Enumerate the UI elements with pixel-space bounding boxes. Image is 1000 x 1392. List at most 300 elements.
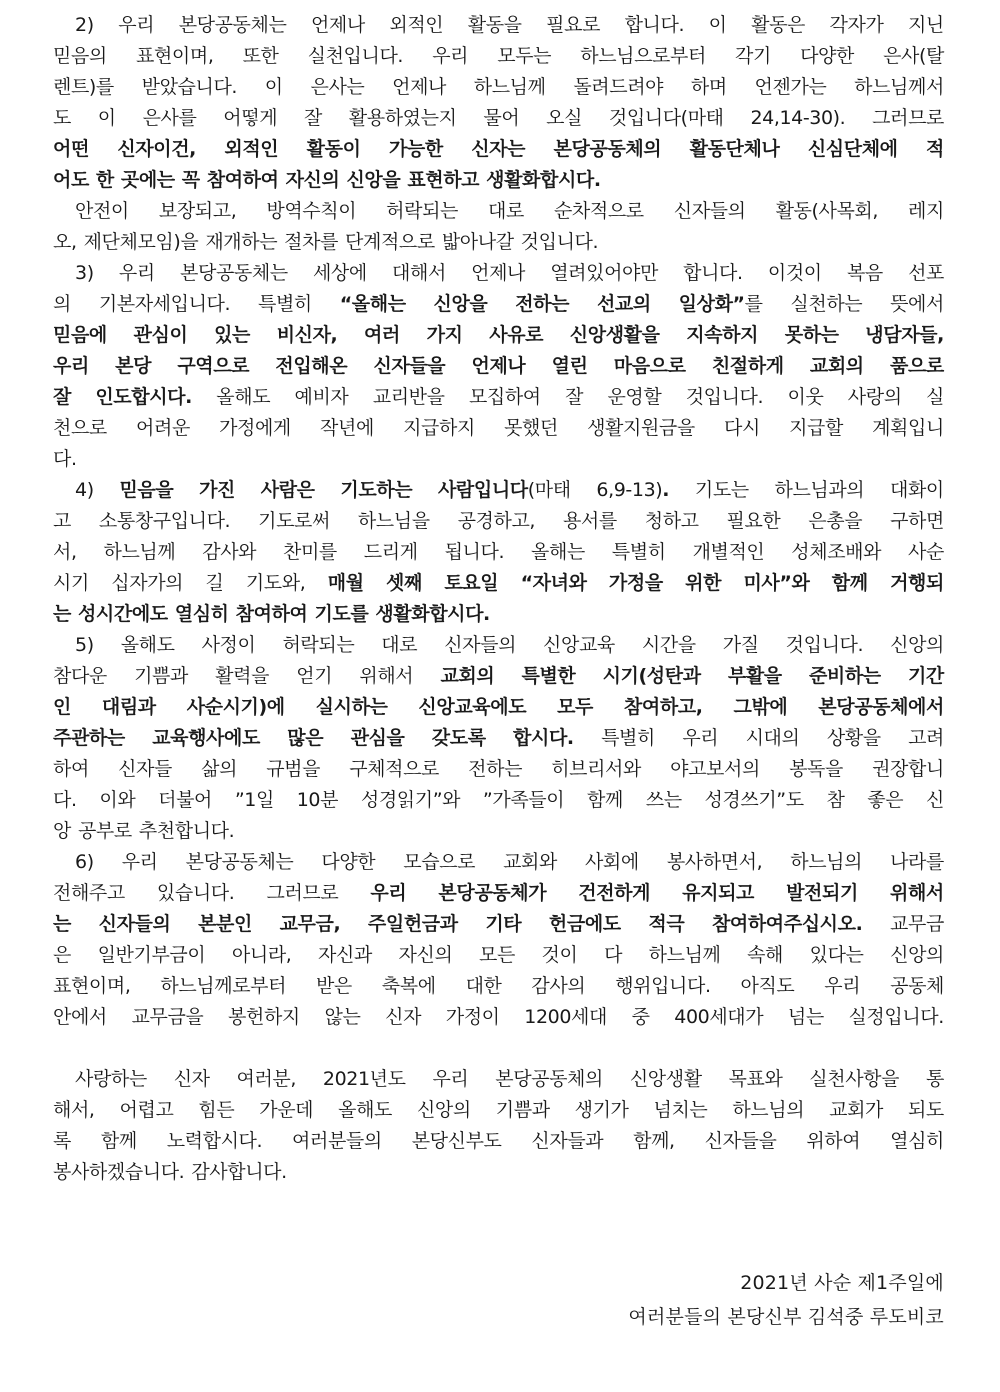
word	[427, 320, 463, 351]
word	[373, 382, 445, 413]
word	[926, 1064, 944, 1095]
text: 다양한	[321, 851, 376, 873]
word	[531, 537, 585, 568]
text: ”가족들이	[482, 789, 565, 811]
word	[585, 847, 639, 878]
word	[235, 785, 274, 816]
word	[670, 754, 760, 785]
text: 사랑의	[847, 386, 902, 408]
text: 기도는	[694, 479, 749, 501]
word	[832, 568, 868, 599]
text: 용서를	[562, 510, 617, 532]
text: 십자가의	[111, 572, 184, 594]
text: 위해서	[359, 665, 414, 687]
bold-text: 잘	[53, 386, 71, 408]
text: 각기	[735, 45, 771, 67]
word	[471, 258, 525, 289]
bold-text: 함께	[831, 572, 868, 594]
paragraph-closing	[53, 1064, 944, 1188]
text-line	[53, 196, 944, 227]
word	[237, 1064, 297, 1095]
text-line	[53, 816, 944, 847]
word	[266, 754, 320, 785]
word	[746, 723, 800, 754]
word	[791, 537, 881, 568]
text: 실천입니다.	[307, 45, 404, 67]
word	[729, 1064, 783, 1095]
word	[442, 227, 514, 258]
word	[158, 785, 212, 816]
word	[733, 692, 787, 723]
bold-text: 사순시기)에	[186, 696, 285, 718]
word	[551, 754, 641, 785]
word	[786, 630, 863, 661]
text: 어떻게	[223, 107, 278, 129]
word	[854, 72, 944, 103]
text: 순차적으로	[553, 200, 644, 222]
word	[603, 661, 701, 692]
bold-text: 신앙교육에도	[418, 696, 527, 718]
text: 이	[708, 14, 727, 36]
text: 특별히	[611, 541, 666, 563]
word	[316, 971, 352, 1002]
text: 받은	[315, 975, 352, 997]
text-line	[53, 351, 944, 382]
text: 록	[53, 1130, 71, 1152]
word	[119, 475, 173, 506]
text: 성체조배와	[791, 541, 882, 563]
word	[284, 227, 338, 258]
text: 우리	[682, 727, 719, 749]
word	[432, 723, 486, 754]
word	[297, 785, 338, 816]
text-line	[53, 103, 944, 134]
bold-text: 본당공동체에서	[818, 696, 944, 718]
text: 구체적으로	[349, 758, 439, 780]
bold-text: 발전되기	[786, 882, 858, 904]
text: 신자	[385, 1006, 422, 1028]
text: 중	[631, 1006, 650, 1028]
word	[693, 537, 765, 568]
text-line	[53, 723, 944, 754]
word	[318, 940, 372, 971]
text: 모두는	[497, 45, 552, 67]
bold-text: 비신자,	[276, 324, 338, 346]
word	[53, 320, 107, 351]
text: 활동(사목회,	[775, 200, 879, 222]
word	[187, 692, 285, 723]
word	[575, 1095, 629, 1126]
text: 신자들	[118, 758, 172, 780]
word	[214, 320, 250, 351]
word	[280, 909, 341, 940]
text: 하느님께로부터	[160, 975, 287, 997]
word	[682, 878, 754, 909]
text: 어렵고	[119, 1099, 174, 1121]
word	[550, 258, 658, 289]
text: 됩니다.	[444, 541, 505, 563]
text-line	[53, 785, 944, 816]
bold-text: 어떤	[53, 138, 89, 160]
word	[53, 444, 77, 475]
bold-text: 생활화합시다.	[486, 169, 601, 191]
word	[118, 10, 154, 41]
word	[587, 785, 623, 816]
bold-text: 자신의	[285, 169, 340, 191]
word	[392, 72, 446, 103]
word	[683, 258, 743, 289]
text: 고려	[908, 727, 944, 749]
text: 감사와	[202, 541, 257, 563]
word	[554, 134, 662, 165]
word	[389, 10, 443, 41]
text: 본당공동체는	[178, 14, 287, 36]
word	[277, 320, 338, 351]
text: 신앙생활	[629, 1068, 702, 1090]
bold-text: 사람입니다	[437, 479, 528, 501]
bold-text: 갖도록	[431, 727, 486, 749]
text: 우리	[118, 262, 155, 284]
word	[287, 723, 323, 754]
word	[392, 258, 446, 289]
word	[321, 847, 375, 878]
word	[191, 1157, 286, 1188]
word	[134, 661, 188, 692]
word	[908, 10, 944, 41]
word	[320, 413, 374, 444]
bold-text: 헌금에도	[548, 913, 621, 935]
text: 소통창구입니다.	[98, 510, 231, 532]
text: 기도와,	[245, 572, 306, 594]
bold-text: “자녀와	[520, 572, 587, 594]
word	[296, 661, 332, 692]
bold-text: 신앙을	[346, 169, 401, 191]
word	[596, 475, 669, 506]
text: 공부로	[77, 820, 132, 842]
text: 이웃	[787, 386, 824, 408]
word	[53, 971, 130, 1002]
text: 우리	[432, 1068, 469, 1090]
paragraph-item-2	[53, 10, 944, 196]
paragraph-gap	[53, 1033, 944, 1064]
word	[890, 630, 944, 661]
word	[768, 258, 822, 289]
bold-text: 냉담자들,	[865, 324, 944, 346]
text-line	[53, 754, 944, 785]
text: 사랑하는	[75, 1068, 147, 1090]
bold-text: 위한	[685, 572, 722, 594]
bold-text: 그밖에	[733, 696, 788, 718]
bold-text: 구역으로	[177, 355, 250, 377]
text: 활동은	[751, 14, 805, 36]
text: 언젠가는	[754, 76, 827, 98]
text: 함께	[587, 789, 623, 811]
word	[186, 847, 294, 878]
text: 기본자세입니다.	[98, 293, 231, 315]
text: 쓰는	[645, 789, 682, 811]
word	[824, 971, 860, 1002]
word	[890, 475, 944, 506]
text: 활용하였는지	[348, 107, 457, 129]
word	[434, 289, 488, 320]
word	[418, 692, 526, 723]
text: 이것이	[767, 262, 822, 284]
text-line	[53, 878, 944, 909]
word	[774, 475, 864, 506]
text: 신자들과	[531, 1130, 604, 1152]
word	[727, 506, 781, 537]
text: 안전이	[75, 200, 129, 222]
bold-text: 는	[53, 603, 71, 625]
word	[308, 41, 403, 72]
text: 좋은	[867, 789, 904, 811]
word	[472, 351, 526, 382]
word	[440, 661, 494, 692]
word	[351, 723, 405, 754]
text: 못했던	[504, 417, 558, 439]
text: 이와	[99, 789, 136, 811]
word	[340, 475, 412, 506]
word	[485, 909, 521, 940]
word	[386, 568, 422, 599]
text: 모습으로	[403, 851, 476, 873]
word	[258, 506, 330, 537]
word	[524, 1002, 607, 1033]
text: 봉사하면서,	[666, 851, 763, 873]
word	[488, 196, 524, 227]
word	[504, 413, 558, 444]
word	[53, 723, 125, 754]
text: 은사(탈	[883, 45, 944, 67]
text: 지급할	[789, 417, 843, 439]
word	[53, 661, 107, 692]
bold-text: 모두	[557, 696, 593, 718]
text: 천으로	[53, 417, 107, 439]
text-line	[53, 1002, 944, 1033]
text: 가정이	[445, 1006, 500, 1028]
word	[908, 661, 944, 692]
word	[786, 878, 858, 909]
text: 기쁨과	[134, 665, 188, 687]
word	[78, 816, 132, 847]
word	[78, 599, 168, 630]
text: 운영할	[607, 386, 662, 408]
word	[788, 382, 824, 413]
word	[53, 351, 89, 382]
word	[587, 413, 695, 444]
text: 하느님과의	[774, 479, 865, 501]
word	[228, 1002, 300, 1033]
text: 보장되고,	[158, 200, 237, 222]
text: 의	[53, 293, 71, 315]
text: 다.	[53, 448, 77, 470]
text: 24,14-30).	[750, 107, 846, 129]
word	[704, 785, 803, 816]
text: 렌트)를	[53, 76, 114, 98]
text: 통	[925, 1068, 944, 1090]
text: 공동체	[890, 975, 944, 997]
bold-text: 교회의	[440, 665, 495, 687]
text-line	[53, 599, 944, 630]
text: 허락되는	[386, 200, 458, 222]
word	[295, 382, 349, 413]
word	[382, 971, 436, 1002]
word	[908, 258, 944, 289]
bold-text: 부활을	[727, 665, 782, 687]
word	[800, 41, 854, 72]
text: 은사를	[142, 107, 197, 129]
word	[266, 878, 338, 909]
text: 제단체모임)을	[83, 231, 199, 253]
text: 단계적으로	[345, 231, 435, 253]
bold-text: 가능한	[388, 138, 443, 160]
word	[848, 382, 902, 413]
text: 다양한	[800, 45, 854, 67]
text-line	[53, 444, 944, 475]
text: 재개하는	[205, 231, 278, 253]
text: 아직도	[740, 975, 795, 997]
text: 사정이	[201, 634, 256, 656]
bold-text: 신자들을	[373, 355, 446, 377]
text: 이	[97, 107, 116, 129]
text: 생활지원금을	[587, 417, 695, 439]
bold-text: 지속하지	[686, 324, 759, 346]
word	[246, 568, 306, 599]
word	[848, 1002, 943, 1033]
text: 3)	[75, 262, 94, 284]
word	[258, 289, 312, 320]
text: 언제나	[392, 76, 447, 98]
text: 생기가	[574, 1099, 629, 1121]
text: 필요한	[726, 510, 781, 532]
text: 활력을	[215, 665, 270, 687]
word	[179, 10, 287, 41]
word	[735, 41, 771, 72]
text: 봉독을	[789, 758, 843, 780]
word	[513, 723, 574, 754]
word	[122, 847, 158, 878]
word	[685, 568, 721, 599]
word	[615, 971, 710, 1002]
text: 사순	[907, 541, 944, 563]
word	[407, 165, 479, 196]
word	[304, 103, 322, 134]
word	[53, 41, 107, 72]
word	[205, 227, 277, 258]
text: 것입니다.	[685, 386, 764, 408]
text: 야고보서의	[670, 758, 760, 780]
word	[755, 72, 827, 103]
word	[142, 72, 237, 103]
word	[75, 196, 129, 227]
word	[373, 351, 445, 382]
text: 교무금	[890, 913, 944, 935]
text: 기도로써	[258, 510, 330, 532]
text: 6)	[75, 851, 94, 873]
word	[503, 847, 557, 878]
text: 오실	[546, 107, 583, 129]
text: 하느님의	[732, 1099, 805, 1121]
text: 권장합니	[872, 758, 944, 780]
text: 하느님께	[103, 541, 176, 563]
bold-text: 참여하여	[235, 603, 308, 625]
word	[890, 940, 944, 971]
word	[53, 1157, 184, 1188]
text: 전하는	[468, 758, 523, 780]
text: 지급하지	[403, 417, 475, 439]
word	[890, 351, 944, 382]
text: 추천합니다.	[138, 820, 235, 842]
text: 구하면	[890, 510, 944, 532]
text: 상황을	[826, 727, 881, 749]
bold-text: 기타	[485, 913, 522, 935]
text: 힘든	[198, 1099, 235, 1121]
text: 있습니다.	[156, 882, 235, 904]
paragraph-item-6	[53, 847, 944, 1033]
word	[790, 289, 862, 320]
text: 것입니다(마태	[608, 107, 724, 129]
text: 5)	[75, 634, 94, 656]
word	[53, 1002, 107, 1033]
text: 지닌	[907, 14, 944, 36]
word	[232, 940, 292, 971]
text-line	[53, 940, 944, 971]
word	[261, 475, 315, 506]
word	[808, 506, 862, 537]
word	[458, 506, 535, 537]
word	[160, 971, 286, 1002]
bold-text: 유지되고	[682, 882, 754, 904]
word	[686, 320, 758, 351]
text: 특별히	[257, 293, 312, 315]
text: 히브리서와	[551, 758, 641, 780]
text: 작년에	[320, 417, 374, 439]
word	[167, 1126, 262, 1157]
word	[370, 878, 406, 909]
word	[709, 10, 727, 41]
text: 해서,	[53, 1099, 95, 1121]
bold-text: 꼭	[181, 169, 200, 191]
text: 2)	[75, 14, 94, 36]
text: 않는	[324, 1006, 361, 1028]
word	[468, 10, 522, 41]
word	[468, 754, 522, 785]
text: 신앙의	[890, 634, 944, 656]
word	[316, 692, 388, 723]
text: 축복에	[381, 975, 436, 997]
text: 필요로	[546, 14, 601, 36]
text: 공경하고,	[457, 510, 536, 532]
text: 올해도	[120, 634, 175, 656]
word	[438, 878, 546, 909]
word	[99, 785, 135, 816]
word	[908, 1095, 944, 1126]
bold-text: 생활화합시다.	[375, 603, 490, 625]
text: 올해는	[531, 541, 585, 563]
text: 길	[205, 572, 224, 594]
word	[632, 1002, 650, 1033]
word	[653, 1095, 707, 1126]
text-line	[53, 1157, 944, 1188]
text: 신	[926, 789, 944, 811]
bold-text: 사람은	[260, 479, 315, 501]
text: 대해서	[392, 262, 446, 284]
bold-text: 참여하고,	[623, 696, 703, 718]
word	[872, 413, 944, 444]
word	[386, 196, 458, 227]
text-line	[53, 72, 944, 103]
word	[132, 1002, 204, 1033]
